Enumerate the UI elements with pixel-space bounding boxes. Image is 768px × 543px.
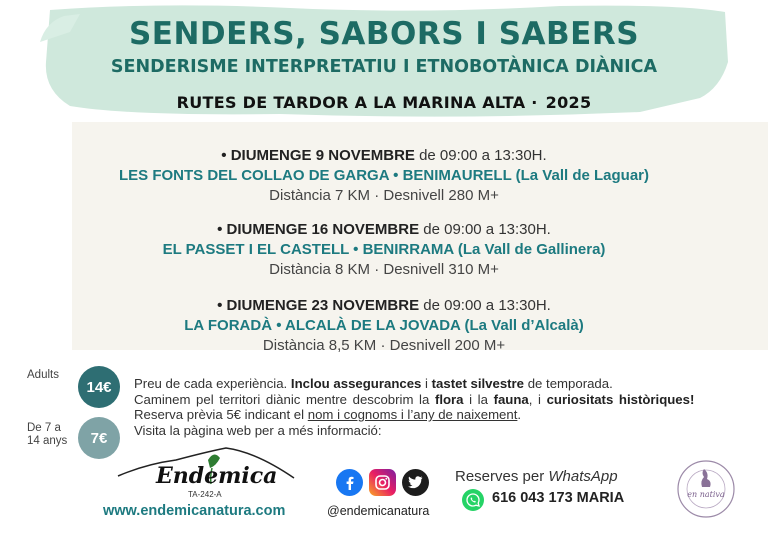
seal-text: en nativa xyxy=(687,490,725,499)
website-link[interactable]: www.endemicanatura.com xyxy=(103,503,286,519)
adults-price-badge: 14€ xyxy=(78,366,120,408)
desc-text: Visita la pàgina web per a més informació: xyxy=(134,422,382,438)
reserve-app: WhatsApp xyxy=(548,468,618,485)
season-label: RUTES DE TARDOR A LA MARINA ALTA · xyxy=(176,93,538,112)
desc-bold: Inclou assegurances xyxy=(290,376,422,391)
route-info: Distància 8 KM · Desnivell 310 M+ xyxy=(269,261,499,278)
phone-number[interactable]: 616 043 173 MARIA xyxy=(492,490,625,506)
desc-text: Preu de cada experiència. xyxy=(134,376,288,391)
route-info: Distància 7 KM · Desnivell 280 M+ xyxy=(269,187,499,204)
desc-bold: flora xyxy=(434,391,464,407)
logo-name: Endemica xyxy=(156,463,278,489)
route-time: de 09:00 a 13:30H. xyxy=(419,147,547,164)
route-date xyxy=(0,296,768,316)
route-info: Distància 8,5 KM · Desnivell 200 M+ xyxy=(262,337,506,354)
desc-text: Reserva prèvia 5€ indicant el xyxy=(134,407,305,423)
twitter-icon[interactable] xyxy=(402,469,429,496)
adults-label: Adults xyxy=(27,369,59,381)
route-date xyxy=(0,146,768,166)
route-item xyxy=(0,220,768,280)
route-day: • DIUMENGE 9 NOVEMBRE xyxy=(221,147,415,164)
desc-text: . xyxy=(517,407,522,423)
reservations-label xyxy=(455,468,618,485)
kids-price-badge: 7€ xyxy=(78,417,120,459)
reserve-prefix: Reserves per xyxy=(455,468,545,485)
kids-label-line: De 7 a xyxy=(27,422,61,434)
logo-code: TA-242-A xyxy=(188,490,222,499)
kids-label-line: 14 anys xyxy=(27,435,68,447)
route-day: • DIUMENGE 16 NOVEMBRE xyxy=(217,221,420,238)
social-icons xyxy=(336,469,429,496)
desc-bold: curiositats històriques! xyxy=(546,391,695,407)
route-item xyxy=(0,296,768,356)
association-seal-logo xyxy=(676,459,736,519)
routes-list xyxy=(0,146,768,368)
route-time: de 09:00 a 13:30H. xyxy=(423,297,551,314)
route-date xyxy=(0,220,768,240)
kids-label xyxy=(27,422,67,448)
desc-text: i xyxy=(425,376,428,391)
desc-text: Caminem pel territori diànic mentre descobrim la xyxy=(134,391,430,407)
season-year: 2025 xyxy=(545,93,592,112)
route-name: EL PASSET I EL CASTELL • BENIRRAMA (La Vall de Gallinera) xyxy=(162,241,606,258)
description xyxy=(134,376,698,438)
instagram-icon[interactable] xyxy=(369,469,396,496)
social-handle: @endemicanatura xyxy=(327,504,430,518)
desc-underline: nom i cognoms i l’any de naixement xyxy=(307,407,518,423)
desc-text: i la xyxy=(469,391,488,407)
desc-bold: fauna xyxy=(493,391,529,407)
route-name: LA FORADÀ • ALCALÀ DE LA JOVADA (La Vall d’Alcalà) xyxy=(184,317,584,334)
season-heading xyxy=(0,93,768,112)
route-item xyxy=(0,146,768,206)
facebook-icon[interactable] xyxy=(336,469,363,496)
whatsapp-icon[interactable] xyxy=(462,489,484,511)
route-name: LES FONTS DEL COLLAO DE GARGA • BENIMAURELL (La Vall de Laguar) xyxy=(118,167,650,184)
page-subtitle: SENDERISME INTERPRETATIU I ETNOBOTÀNICA DIÀNICA xyxy=(110,57,658,77)
header xyxy=(0,14,768,80)
route-day: • DIUMENGE 23 NOVEMBRE xyxy=(217,297,420,314)
desc-text: de temporada. xyxy=(527,376,613,391)
route-time: de 09:00 a 13:30H. xyxy=(423,221,551,238)
page-title: SENDERS, SABORS I SABERS xyxy=(128,16,640,52)
desc-text: , i xyxy=(528,391,541,407)
desc-bold: tastet silvestre xyxy=(431,376,525,391)
